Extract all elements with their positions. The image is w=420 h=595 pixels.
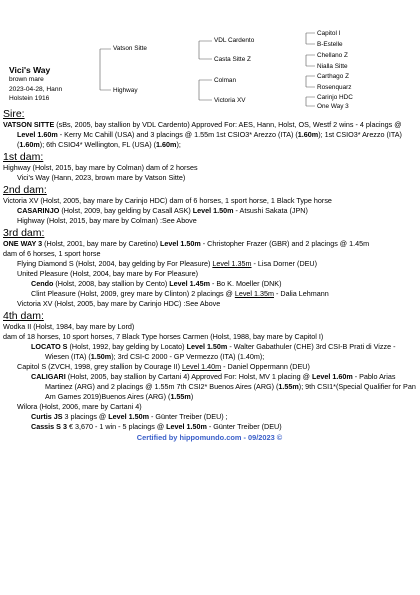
- dam3-line: ONE WAY 3 (Holst, 2001, bay mare by Caretino) Level 1.50m - Christopher Frazer (GBR) and 2 placings @ 1.45m: [3, 239, 370, 248]
- dam4-heading: 4th dam:: [3, 310, 44, 322]
- pedigree-ggs-6: Rosenquarz: [317, 84, 352, 91]
- dam2-line: Victoria XV (Holst, 2005, bay mare by Carinjo HDC) dam of 6 horses, 1 sport horse, 1 Black Type horse: [3, 196, 332, 205]
- dam4-grandoffspring-cassis: Cassis S 3 € 3,670 - 1 win - 5 placings @ Level 1.50m - Günter Treiber (DEU): [31, 422, 282, 431]
- pedigree-gs-1: VDL Cardento: [214, 37, 255, 44]
- dam4-line: Wodka II (Holst, 1984, bay mare by Lord): [3, 322, 135, 331]
- dam1-heading: 1st dam:: [3, 151, 44, 163]
- dam4-produce-summary: dam of 18 horses, 10 sport horses, 7 Black Type horses Carmen (Holst, 1988, bay mare by Capitol I): [3, 332, 324, 341]
- pedigree-gs-2: Casta Sitte Z: [214, 56, 251, 63]
- dam3-produce-summary: dam of 6 horses, 1 sport horse: [3, 249, 101, 258]
- dam3-offspring-flying-diamond: Flying Diamond S (Holst, 2004, bay gelding by For Pleasure) Level 1.35m - Lisa Dorner (DEU): [17, 259, 318, 268]
- pedigree-gs-3: Colman: [214, 77, 237, 84]
- horse-name: Vici's Way: [9, 65, 51, 75]
- pedigree-ggs-1: Capitol I: [317, 30, 341, 37]
- pedigree-ggs-4: Nialla Sitte: [317, 63, 348, 70]
- sire-heading: Sire:: [3, 108, 25, 120]
- pedigree-chart: [0, 0, 420, 112]
- pedigree-ggs-7: Carinjo HDC: [317, 94, 353, 101]
- sire-entry: VATSON SITTE (sBs, 2005, bay stallion by VDL Cardento) Approved For: AES, Hann, Holst, OS, Westf 2 wins - 4 placings @ Level 1.60m - Kerry Mc Cahill (USA) and 3 placings @ 1.55m 1st CSIO3* Arezzo (ITA) (1.60m); 1st CSIO3* Arezzo (ITA) (1.60m); 6th CSIO4* Wellington, FL (USA) (1.60m);: [3, 120, 402, 149]
- pedigree-connector-lines: [0, 0, 420, 112]
- dam1-offspring: Vici's Way (Hann, 2023, brown mare by Vatson Sitte): [17, 173, 186, 182]
- dam4-offspring-caligari: CALIGARI (Holst, 2005, bay stallion by Cartani 4) Approved For: Holst, MV 1 placing @ Level 1.60m - Pablo Arias Martinez (ARG) and 2 placings @ 1.55m 7th CSI2* Buenos Aires (ARG) (1.55m); 9th CSI1*(Special Qualifier for Pan Am Games 2019)Buenos Aires (ARG) (1.55m): [31, 372, 416, 401]
- dam2-offspring-casarinjo: CASARINJO (Holst, 2009, bay gelding by Casall ASK) Level 1.50m - Atsushi Sakata (JPN): [17, 206, 308, 215]
- pedigree-ggs-3: Chellano Z: [317, 52, 348, 59]
- pedigree-ggs-5: Carthago Z: [317, 73, 349, 80]
- pedigree-ggs-2: B-Estelle: [317, 41, 343, 48]
- horse-color-sex: brown mare: [9, 76, 44, 83]
- produce-record: [3, 107, 416, 443]
- dam4-grandoffspring-curtis: Curtis JS 3 placings @ Level 1.50m - Günter Treiber (DEU) ;: [31, 412, 228, 421]
- dam1-line: Highway (Holst, 2015, bay mare by Colman) dam of 2 horses: [3, 163, 198, 172]
- horse-born: 2023-04-28, Hann: [9, 86, 63, 93]
- dam3-offspring-victoria: Victoria XV (Holst, 2005, bay mare by Carinjo HDC) :See Above: [17, 299, 221, 308]
- dam4-offspring-capitol: Capitol S (ZVCH, 1998, grey stallion by Courage II) Level 1.40m - Daniel Oppermann (DEU): [17, 362, 310, 371]
- dam2-heading: 2nd dam:: [3, 184, 47, 196]
- dam3-offspring-united-pleasure: United Pleasure (Holst, 2004, bay mare by For Pleasure): [17, 269, 198, 278]
- pedigree-dam: Highway: [113, 87, 138, 94]
- sire-name: VATSON SITTE: [3, 120, 55, 129]
- certification-footer: Certified by hippomundo.com - 09/2023 ©: [136, 433, 283, 442]
- pedigree-ggs-8: One Way 3: [317, 103, 349, 110]
- dam3-heading: 3rd dam:: [3, 227, 45, 239]
- pedigree-gs-4: Victoria XV: [214, 97, 246, 104]
- pedigree-sire: Vatson Sitte: [113, 45, 147, 52]
- horse-breeder: Holstein 1916: [9, 95, 50, 102]
- dam4-offspring-wilora: Wilora (Holst, 2006, mare by Cartani 4): [17, 402, 142, 411]
- dam3-grandoffspring-clint: Clint Pleasure (Holst, 2009, grey mare by Clinton) 2 placings @ Level 1.35m - Dalia Lehmann: [31, 289, 329, 298]
- dam2-offspring-highway: Highway (Holst, 2015, bay mare by Colman) :See Above: [17, 216, 197, 225]
- dam3-grandoffspring-cendo: Cendo (Holst, 2008, bay stallion by Cento) Level 1.45m - Bo K. Moeller (DNK): [31, 279, 282, 288]
- dam4-offspring-locato: LOCATO S (Holst, 1992, bay gelding by Locato) Level 1.50m - Walter Gabathuler (CHE) 3rd CSI-B Prati di Vizze - Wiesen (ITA) (1.50m); 3rd CSI-C 2000 - GP Vermezzo (ITA) (1.40m);: [31, 342, 396, 361]
